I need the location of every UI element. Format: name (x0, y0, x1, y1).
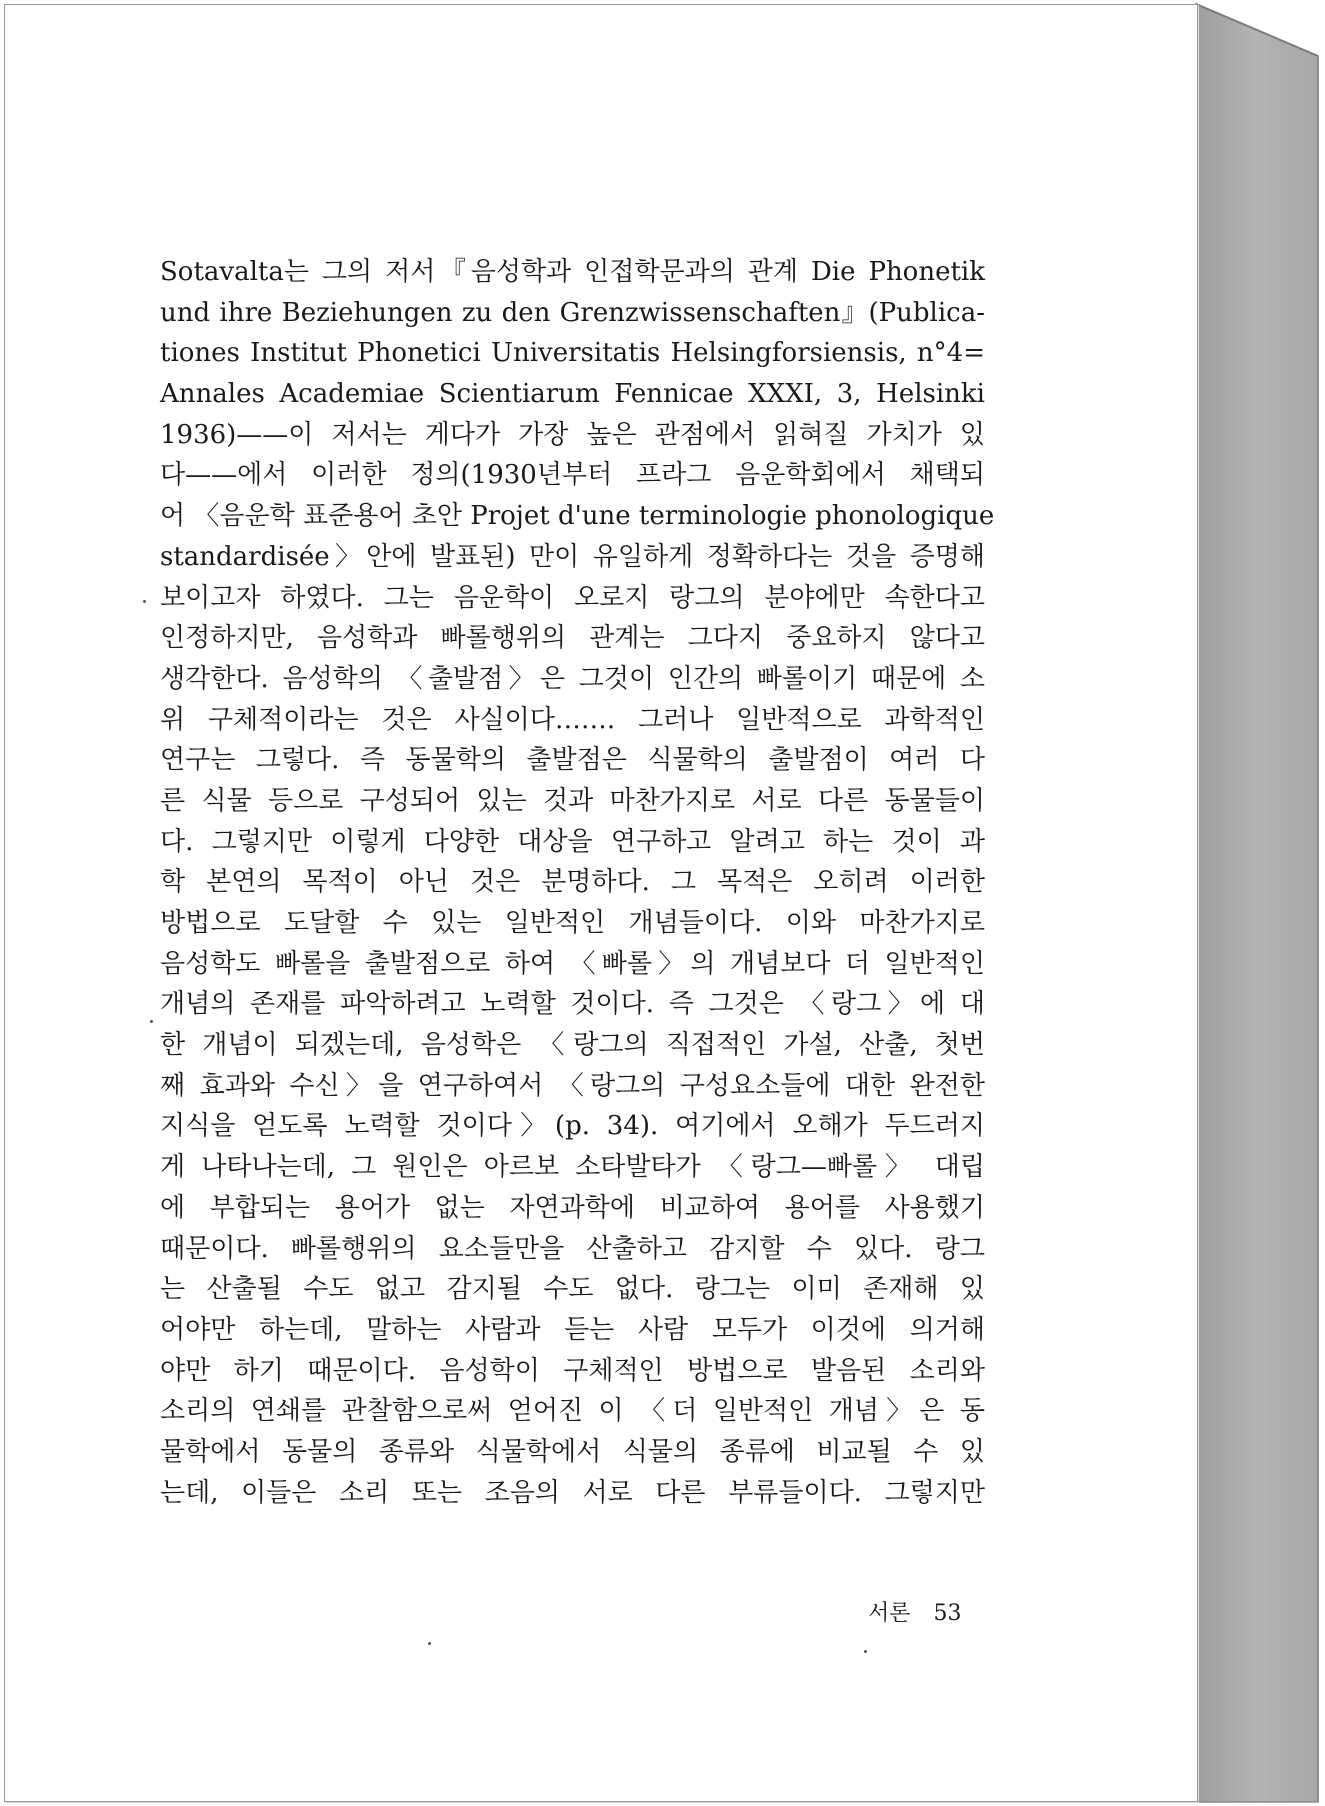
scan-speck (864, 1650, 867, 1653)
text-line: 개념의 존재를 파악하려고 노력할 것이다. 즉 그것은 〈랑그〉에 대 (160, 989, 985, 1020)
scan-speck (143, 600, 146, 603)
text-line: 위 구체적이라는 것은 사실이다……. 그러나 일반적으로 과학적인 (160, 704, 985, 735)
text-line: 학 본연의 목적이 아닌 것은 분명하다. 그 목적은 오히려 이러한 (160, 867, 985, 898)
body-text (160, 252, 995, 1513)
text-line: 게 나타나는데, 그 원인은 아르보 소타발타가 〈랑그—빠롤〉 대립 (160, 1152, 985, 1183)
text-line: 어야만 하는데, 말하는 사람과 듣는 사람 모두가 이것에 의거해 (160, 1314, 985, 1345)
text-line: 방법으로 도달할 수 있는 일반적인 개념들이다. 이와 마찬가지로 (160, 908, 985, 938)
scan-speck (150, 1020, 153, 1023)
text-line: 째 효과와 수신〉을 연구하여서 〈랑그의 구성요소들에 대한 완전한 (160, 1070, 985, 1101)
text-line: 인정하지만, 음성학과 빠롤행위의 관계는 그다지 중요하지 않다고 (160, 623, 985, 654)
text-line: 1936)——이 저서는 게다가 가장 높은 관점에서 읽혀질 가치가 있 (160, 419, 985, 450)
text-line: 는데, 이들은 소리 또는 조음의 서로 다른 부류들이다. 그렇지만 (160, 1477, 985, 1508)
scan-speck (428, 1642, 431, 1645)
text-line: Sotavalta는 그의 저서『음성학과 인접학문과의 관계 Die Phonetik (160, 257, 985, 287)
text-line: und ihre Beziehungen zu den Grenzwissenschaften』(Publica- (160, 297, 985, 328)
text-line: 는 산출될 수도 없고 감지될 수도 없다. 랑그는 이미 존재해 있 (160, 1274, 985, 1305)
text-line: 어 〈음운학 표준용어 초안 Projet d'une terminologie phonologique (160, 501, 995, 532)
text-line: 른 식물 등으로 구성되어 있는 것과 마찬가지로 서로 다른 동물들이 (160, 785, 985, 816)
text-line: standardisée〉안에 발표된) 만이 유일하게 정확하다는 것을 증명해 (160, 541, 985, 572)
text-line: 음성학도 빠롤을 출발점으로 하여 〈빠롤〉의 개념보다 더 일반적인 (160, 948, 985, 979)
text-line: 소리의 연쇄를 관찰함으로써 얻어진 이 〈더 일반적인 개념〉은 동 (160, 1396, 985, 1427)
text-line: 생각한다. 음성학의 〈출발점〉은 그것이 인간의 빠롤이기 때문에 소 (160, 663, 985, 694)
text-line: tiones Institut Phonetici Universitatis Helsingforsiensis, n°4= (160, 338, 985, 369)
text-line: 지식을 얻도록 노력할 것이다〉(p. 34). 여기에서 오해가 두드러지 (160, 1111, 985, 1142)
text-line: 에 부합되는 용어가 없는 자연과학에 비교하여 용어를 사용했기 (160, 1192, 985, 1223)
text-line: 때문이다. 빠롤행위의 요소들만을 산출하고 감지할 수 있다. 랑그 (160, 1233, 985, 1264)
text-line: Annales Academiae Scientiarum Fennicae XXXI, 3, Helsinki (160, 379, 985, 410)
text-line: 보이고자 하였다. 그는 음운학이 오로지 랑그의 분야에만 속한다고 (160, 582, 985, 613)
running-head: 서론 (868, 1601, 911, 1626)
text-line: 야만 하기 때문이다. 음성학이 구체적인 방법으로 발음된 소리와 (160, 1355, 985, 1386)
text-line: 연구는 그렇다. 즉 동물학의 출발점은 식물학의 출발점이 여러 다 (160, 745, 985, 776)
page-number: 53 (933, 1601, 962, 1626)
text-line: 물학에서 동물의 종류와 식물학에서 식물의 종류에 비교될 수 있 (160, 1436, 985, 1467)
text-line: 다——에서 이러한 정의(1930년부터 프라그 음운학회에서 채택되 (160, 460, 985, 491)
text-line: 다. 그렇지만 이렇게 다양한 대상을 연구하고 알려고 하는 것이 과 (160, 826, 985, 857)
text-line: 한 개념이 되겠는데, 음성학은 〈랑그의 직접적인 가설, 산출, 첫번 (160, 1030, 985, 1061)
page-footer (868, 1596, 962, 1627)
